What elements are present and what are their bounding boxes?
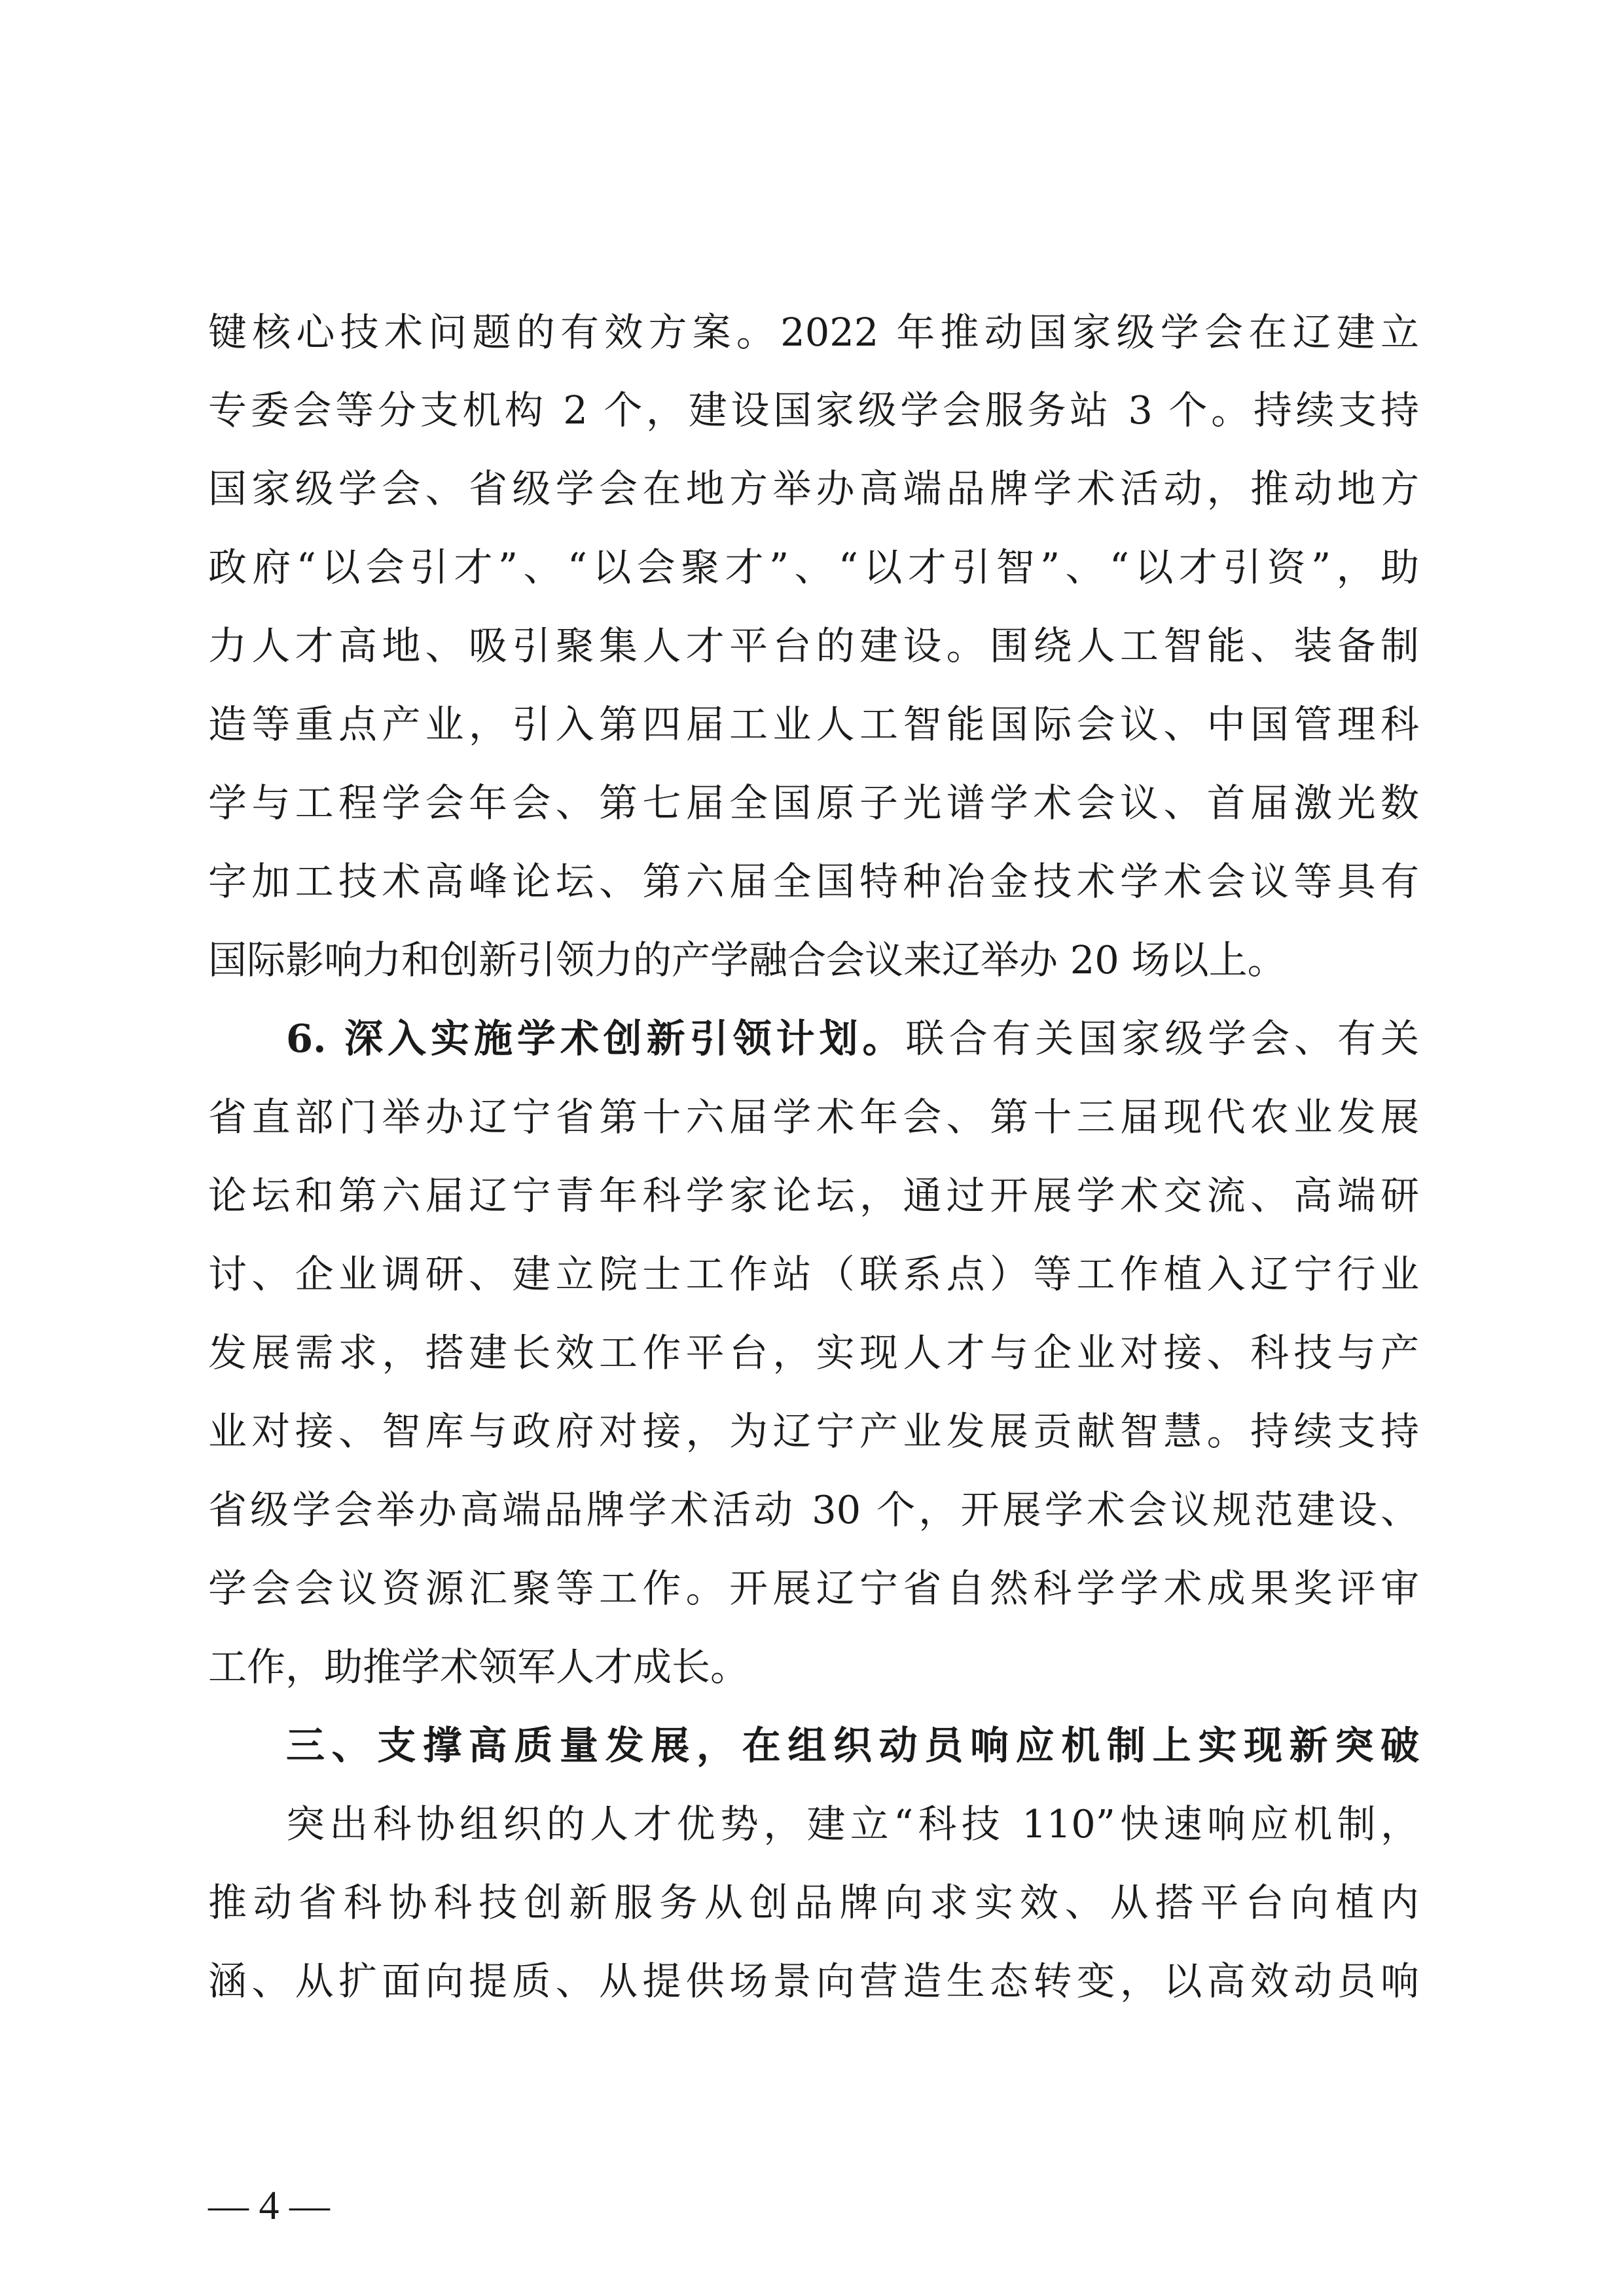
body-text-line: 键核心技术问题的有效方案。2022 年推动国家级学会在辽建立 — [208, 310, 1419, 355]
body-text-line: 政府“以会引才”、“以会聚才”、“以才引智”、“以才引资”，助 — [208, 545, 1419, 590]
body-text-line: 学与工程学会年会、第七届全国原子光谱学术会议、首届激光数 — [208, 780, 1419, 825]
body-text-line: 省级学会举办高端品牌学术活动 30 个，开展学术会议规范建设、 — [208, 1487, 1419, 1532]
paragraph-lead-text: 联合有关国家级学会、有关 — [905, 1016, 1419, 1061]
body-text-line: 业对接、智库与政府对接，为辽宁产业发展贡献智慧。持续支持 — [208, 1409, 1419, 1454]
body-text-line: 省直部门举办辽宁省第十六届学术年会、第十三届现代农业发展 — [208, 1094, 1419, 1140]
body-text-line: 论坛和第六届辽宁青年科学家论坛，通过开展学术交流、高端研 — [208, 1173, 1419, 1218]
body-text-line: 涵、从扩面向提质、从提供场景向营造生态转变，以高效动员响 — [208, 1958, 1419, 2004]
paragraph-lead-line — [286, 1006, 1419, 1072]
body-text-line: 字加工技术高峰论坛、第六届全国特种冶金技术学术会议等具有 — [208, 859, 1419, 904]
body-text-line: 国家级学会、省级学会在地方举办高端品牌学术活动，推动地方 — [208, 466, 1419, 511]
body-text-line: 专委会等分支机构 2 个，建设国家级学会服务站 3 个。持续支持 — [208, 388, 1419, 433]
body-text-line: 推动省科协科技创新服务从创品牌向求实效、从搭平台向植内 — [208, 1880, 1419, 1925]
page-number: — 4 — — [208, 2184, 330, 2228]
body-text-line: 国际影响力和创新引领力的产学融合会议来辽举办 20 场以上。 — [208, 937, 1286, 982]
body-text-line: 发展需求，搭建长效工作平台，实现人才与企业对接、科技与产 — [208, 1330, 1419, 1375]
body-text-line: 学会会议资源汇聚等工作。开展辽宁省自然科学学术成果奖评审 — [208, 1566, 1419, 1611]
body-text-line: 突出科协组织的人才优势，建立“科技 110”快速响应机制， — [286, 1801, 1419, 1847]
body-text-line: 工作，助推学术领军人才成长。 — [208, 1644, 749, 1689]
body-text-line: 力人才高地、吸引聚集人才平台的建设。围绕人工智能、装备制 — [208, 623, 1419, 668]
paragraph-title: 6. 深入实施学术创新引领计划。 — [286, 1016, 906, 1061]
body-text-line: 造等重点产业，引入第四届工业人工智能国际会议、中国管理科 — [208, 702, 1419, 747]
section-heading: 三、支撑高质量发展，在组织动员响应机制上实现新突破 — [286, 1723, 1419, 1768]
body-text-line: 讨、企业调研、建立院士工作站（联系点）等工作植入辽宁行业 — [208, 1252, 1419, 1297]
